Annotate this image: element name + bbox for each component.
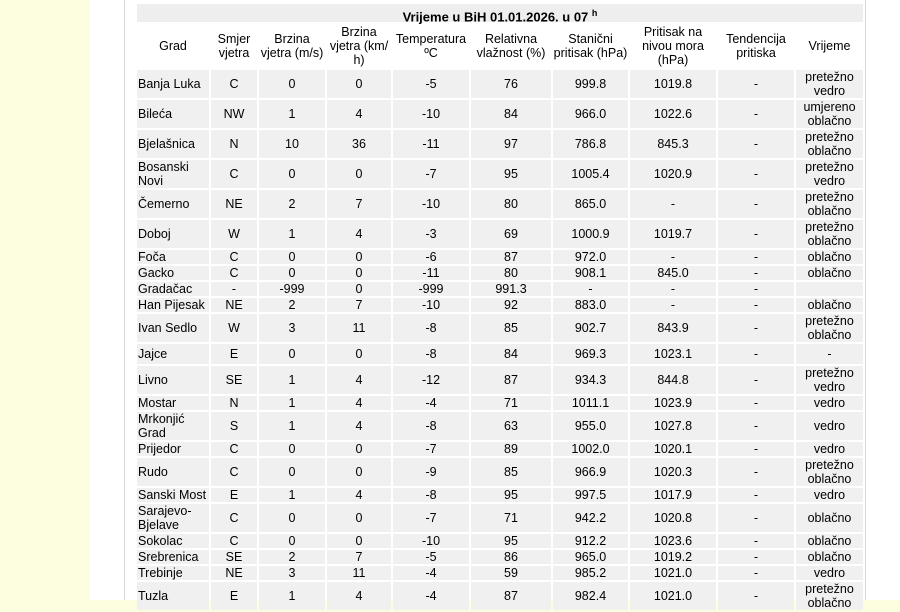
- wind-speed-ms-cell: 2: [259, 550, 325, 564]
- city-cell: Sokolac: [137, 534, 209, 548]
- weather-cell: -: [796, 344, 863, 364]
- city-cell: Sanski Most: [137, 488, 209, 502]
- wind-speed-kmh-cell: 0: [327, 70, 391, 98]
- wind-speed-ms-cell: 0: [259, 250, 325, 264]
- humidity-cell: 59: [471, 566, 551, 580]
- humidity-cell: 84: [471, 100, 551, 128]
- wind-speed-ms-cell: 1: [259, 100, 325, 128]
- table-row: [137, 366, 863, 394]
- humidity-cell: 86: [471, 550, 551, 564]
- humidity-cell: 95: [471, 488, 551, 502]
- wind-speed-kmh-cell: 4: [327, 582, 391, 610]
- wind-speed-kmh-cell: 0: [327, 266, 391, 280]
- wind-speed-kmh-cell: 0: [327, 160, 391, 188]
- humidity-cell: 76: [471, 70, 551, 98]
- weather-cell: pretežno oblačno: [796, 582, 863, 610]
- table-body: [137, 70, 863, 610]
- wind-speed-kmh-cell: 0: [327, 442, 391, 456]
- wind-direction-cell: N: [211, 130, 257, 158]
- weather-cell: vedro: [796, 396, 863, 410]
- wind-speed-ms-cell: 0: [259, 266, 325, 280]
- station-pressure-cell: 982.4: [553, 582, 628, 610]
- humidity-cell: 991.3: [471, 282, 551, 296]
- col-header-vlaznost: Relativna vlažnost (%): [471, 24, 551, 68]
- pressure-tendency-cell: -: [718, 282, 794, 296]
- wind-direction-cell: C: [211, 534, 257, 548]
- humidity-cell: 63: [471, 412, 551, 440]
- city-cell: Jajce: [137, 344, 209, 364]
- col-header-tendencija: Tendencija pritiska: [718, 24, 794, 68]
- table-title-sup: h: [591, 8, 598, 18]
- wind-speed-kmh-cell: 7: [327, 190, 391, 218]
- pressure-tendency-cell: -: [718, 130, 794, 158]
- wind-speed-kmh-cell: 0: [327, 504, 391, 532]
- wind-direction-cell: N: [211, 396, 257, 410]
- col-header-pritisak-more: Pritisak na nivou mora (hPa): [630, 24, 716, 68]
- temperature-cell: -10: [393, 190, 469, 218]
- table-row: [137, 534, 863, 548]
- wind-direction-cell: C: [211, 250, 257, 264]
- pressure-tendency-cell: -: [718, 298, 794, 312]
- wind-speed-kmh-cell: 4: [327, 366, 391, 394]
- wind-speed-kmh-cell: 4: [327, 488, 391, 502]
- station-pressure-cell: 972.0: [553, 250, 628, 264]
- city-cell: Banja Luka: [137, 70, 209, 98]
- wind-speed-kmh-cell: 7: [327, 298, 391, 312]
- pressure-tendency-cell: -: [718, 314, 794, 342]
- station-pressure-cell: 934.3: [553, 366, 628, 394]
- weather-cell: [796, 282, 863, 296]
- station-pressure-cell: 966.9: [553, 458, 628, 486]
- sea-level-pressure-cell: 843.9: [630, 314, 716, 342]
- table-row: [137, 566, 863, 580]
- station-pressure-cell: 865.0: [553, 190, 628, 218]
- wind-direction-cell: SE: [211, 550, 257, 564]
- humidity-cell: 87: [471, 582, 551, 610]
- table-row: [137, 70, 863, 98]
- weather-cell: pretežno oblačno: [796, 314, 863, 342]
- sea-level-pressure-cell: 1021.0: [630, 582, 716, 610]
- station-pressure-cell: 965.0: [553, 550, 628, 564]
- table-row: [137, 160, 863, 188]
- sea-level-pressure-cell: 1023.1: [630, 344, 716, 364]
- city-cell: Mostar: [137, 396, 209, 410]
- humidity-cell: 92: [471, 298, 551, 312]
- sea-level-pressure-cell: -: [630, 190, 716, 218]
- temperature-cell: -4: [393, 566, 469, 580]
- weather-cell: pretežno vedro: [796, 70, 863, 98]
- weather-cell: pretežno oblačno: [796, 458, 863, 486]
- sea-level-pressure-cell: 1019.7: [630, 220, 716, 248]
- col-header-brzina-kmh: Brzina vjetra (km/ h): [327, 24, 391, 68]
- humidity-cell: 85: [471, 458, 551, 486]
- weather-cell: oblačno: [796, 250, 863, 264]
- weather-cell: vedro: [796, 412, 863, 440]
- sea-level-pressure-cell: 1020.9: [630, 160, 716, 188]
- temperature-cell: -12: [393, 366, 469, 394]
- temperature-cell: -3: [393, 220, 469, 248]
- temperature-cell: -999: [393, 282, 469, 296]
- pressure-tendency-cell: -: [718, 412, 794, 440]
- sea-level-pressure-cell: 1019.8: [630, 70, 716, 98]
- wind-direction-cell: E: [211, 488, 257, 502]
- wind-speed-kmh-cell: 11: [327, 314, 391, 342]
- pressure-tendency-cell: -: [718, 566, 794, 580]
- wind-speed-ms-cell: 1: [259, 412, 325, 440]
- temperature-cell: -11: [393, 266, 469, 280]
- station-pressure-cell: 1011.1: [553, 396, 628, 410]
- humidity-cell: 95: [471, 160, 551, 188]
- station-pressure-cell: 966.0: [553, 100, 628, 128]
- wind-speed-kmh-cell: 0: [327, 250, 391, 264]
- wind-speed-ms-cell: 1: [259, 488, 325, 502]
- sea-level-pressure-cell: 1017.9: [630, 488, 716, 502]
- pressure-tendency-cell: -: [718, 458, 794, 486]
- table-title: [137, 4, 863, 25]
- sea-level-pressure-cell: 1020.3: [630, 458, 716, 486]
- weather-cell: pretežno vedro: [796, 366, 863, 394]
- station-pressure-cell: -: [553, 282, 628, 296]
- table-row: [137, 298, 863, 312]
- city-cell: Livno: [137, 366, 209, 394]
- weather-cell: oblačno: [796, 534, 863, 548]
- wind-speed-kmh-cell: 4: [327, 396, 391, 410]
- col-header-smjer: Smjer vjetra: [211, 24, 257, 68]
- weather-cell: vedro: [796, 442, 863, 456]
- wind-speed-ms-cell: 1: [259, 220, 325, 248]
- wind-speed-kmh-cell: 11: [327, 566, 391, 580]
- table-row: [137, 282, 863, 296]
- weather-cell: umjereno oblačno: [796, 100, 863, 128]
- temperature-cell: -7: [393, 504, 469, 532]
- weather-cell: pretežno oblačno: [796, 130, 863, 158]
- wind-direction-cell: S: [211, 412, 257, 440]
- station-pressure-cell: 1002.0: [553, 442, 628, 456]
- wind-speed-ms-cell: 3: [259, 314, 325, 342]
- station-pressure-cell: 1000.9: [553, 220, 628, 248]
- wind-direction-cell: C: [211, 266, 257, 280]
- station-pressure-cell: 985.2: [553, 566, 628, 580]
- pressure-tendency-cell: -: [718, 504, 794, 532]
- wind-direction-cell: C: [211, 504, 257, 532]
- humidity-cell: 97: [471, 130, 551, 158]
- wind-direction-cell: NE: [211, 298, 257, 312]
- city-cell: Bileća: [137, 100, 209, 128]
- wind-speed-ms-cell: 1: [259, 366, 325, 394]
- temperature-cell: -10: [393, 298, 469, 312]
- pressure-tendency-cell: -: [718, 250, 794, 264]
- pressure-tendency-cell: -: [718, 550, 794, 564]
- wind-speed-ms-cell: 0: [259, 442, 325, 456]
- temperature-cell: -11: [393, 130, 469, 158]
- wind-direction-cell: C: [211, 70, 257, 98]
- wind-speed-kmh-cell: 0: [327, 344, 391, 364]
- temperature-cell: -4: [393, 396, 469, 410]
- city-cell: Bjelašnica: [137, 130, 209, 158]
- pressure-tendency-cell: -: [718, 396, 794, 410]
- table-row: [137, 130, 863, 158]
- header-row: [137, 24, 863, 68]
- wind-direction-cell: NE: [211, 190, 257, 218]
- humidity-cell: 89: [471, 442, 551, 456]
- temperature-cell: -5: [393, 550, 469, 564]
- wind-speed-ms-cell: 1: [259, 396, 325, 410]
- temperature-cell: -5: [393, 70, 469, 98]
- wind-speed-kmh-cell: 0: [327, 458, 391, 486]
- weather-cell: oblačno: [796, 298, 863, 312]
- humidity-cell: 87: [471, 250, 551, 264]
- humidity-cell: 84: [471, 344, 551, 364]
- wind-direction-cell: W: [211, 220, 257, 248]
- temperature-cell: -8: [393, 488, 469, 502]
- col-header-grad: Grad: [137, 24, 209, 68]
- sea-level-pressure-cell: 1021.0: [630, 566, 716, 580]
- pressure-tendency-cell: -: [718, 266, 794, 280]
- wind-speed-ms-cell: 0: [259, 458, 325, 486]
- wind-speed-ms-cell: -999: [259, 282, 325, 296]
- humidity-cell: 87: [471, 366, 551, 394]
- pressure-tendency-cell: -: [718, 190, 794, 218]
- weather-cell: oblačno: [796, 550, 863, 564]
- table-row: [137, 458, 863, 486]
- humidity-cell: 80: [471, 190, 551, 218]
- station-pressure-cell: 912.2: [553, 534, 628, 548]
- temperature-cell: -8: [393, 344, 469, 364]
- wind-speed-kmh-cell: 4: [327, 100, 391, 128]
- station-pressure-cell: 997.5: [553, 488, 628, 502]
- temperature-cell: -8: [393, 412, 469, 440]
- table-row: [137, 412, 863, 440]
- wind-speed-ms-cell: 0: [259, 344, 325, 364]
- temperature-cell: -9: [393, 458, 469, 486]
- table-row: [137, 266, 863, 280]
- humidity-cell: 95: [471, 534, 551, 548]
- city-cell: Gacko: [137, 266, 209, 280]
- pressure-tendency-cell: -: [718, 366, 794, 394]
- table-row: [137, 100, 863, 128]
- station-pressure-cell: 902.7: [553, 314, 628, 342]
- wind-direction-cell: W: [211, 314, 257, 342]
- col-header-vrijeme: Vrijeme: [796, 24, 863, 68]
- wind-direction-cell: E: [211, 582, 257, 610]
- temperature-cell: -8: [393, 314, 469, 342]
- wind-direction-cell: -: [211, 282, 257, 296]
- city-cell: Han Pijesak: [137, 298, 209, 312]
- city-cell: Srebrenica: [137, 550, 209, 564]
- city-cell: Foča: [137, 250, 209, 264]
- wind-speed-kmh-cell: 0: [327, 534, 391, 548]
- sea-level-pressure-cell: 1023.6: [630, 534, 716, 548]
- weather-cell: vedro: [796, 566, 863, 580]
- station-pressure-cell: 999.8: [553, 70, 628, 98]
- city-cell: Ivan Sedlo: [137, 314, 209, 342]
- pressure-tendency-cell: -: [718, 442, 794, 456]
- city-cell: Trebinje: [137, 566, 209, 580]
- table-row: [137, 344, 863, 364]
- wind-speed-ms-cell: 10: [259, 130, 325, 158]
- humidity-cell: 80: [471, 266, 551, 280]
- city-cell: Prijedor: [137, 442, 209, 456]
- wind-direction-cell: NW: [211, 100, 257, 128]
- pressure-tendency-cell: -: [718, 100, 794, 128]
- sea-level-pressure-cell: 845.0: [630, 266, 716, 280]
- wind-speed-ms-cell: 0: [259, 160, 325, 188]
- city-cell: Čemerno: [137, 190, 209, 218]
- city-cell: Rudo: [137, 458, 209, 486]
- wind-speed-kmh-cell: 4: [327, 412, 391, 440]
- pressure-tendency-cell: -: [718, 344, 794, 364]
- wind-speed-ms-cell: 2: [259, 190, 325, 218]
- station-pressure-cell: 786.8: [553, 130, 628, 158]
- wind-speed-ms-cell: 0: [259, 504, 325, 532]
- wind-speed-ms-cell: 1: [259, 582, 325, 610]
- sea-level-pressure-cell: 1027.8: [630, 412, 716, 440]
- pressure-tendency-cell: -: [718, 534, 794, 548]
- wind-direction-cell: E: [211, 344, 257, 364]
- wind-speed-kmh-cell: 36: [327, 130, 391, 158]
- temperature-cell: -7: [393, 160, 469, 188]
- city-cell: Bosanski Novi: [137, 160, 209, 188]
- pressure-tendency-cell: -: [718, 160, 794, 188]
- temperature-cell: -10: [393, 100, 469, 128]
- station-pressure-cell: 883.0: [553, 298, 628, 312]
- city-cell: Doboj: [137, 220, 209, 248]
- weather-cell: oblačno: [796, 266, 863, 280]
- table-row: [137, 550, 863, 564]
- wind-speed-kmh-cell: 0: [327, 282, 391, 296]
- sea-level-pressure-cell: 1022.6: [630, 100, 716, 128]
- humidity-cell: 85: [471, 314, 551, 342]
- pressure-tendency-cell: -: [718, 582, 794, 610]
- table-row: [137, 220, 863, 248]
- sea-level-pressure-cell: 1023.9: [630, 396, 716, 410]
- weather-cell: pretežno oblačno: [796, 190, 863, 218]
- table-row: [137, 190, 863, 218]
- weather-cell: pretežno vedro: [796, 160, 863, 188]
- col-header-temperatura: Temperatura ºC: [393, 24, 469, 68]
- wind-direction-cell: SE: [211, 366, 257, 394]
- table-row: [137, 396, 863, 410]
- station-pressure-cell: 969.3: [553, 344, 628, 364]
- station-pressure-cell: 1005.4: [553, 160, 628, 188]
- weather-cell: pretežno oblačno: [796, 220, 863, 248]
- table-row: [137, 250, 863, 264]
- station-pressure-cell: 942.2: [553, 504, 628, 532]
- table-row: [137, 442, 863, 456]
- wind-direction-cell: C: [211, 458, 257, 486]
- sea-level-pressure-cell: 845.3: [630, 130, 716, 158]
- wind-speed-kmh-cell: 7: [327, 550, 391, 564]
- station-pressure-cell: 908.1: [553, 266, 628, 280]
- table-title-text: Vrijeme u BiH 01.01.2026. u 07: [402, 9, 589, 25]
- pressure-tendency-cell: -: [718, 220, 794, 248]
- wind-direction-cell: NE: [211, 566, 257, 580]
- sea-level-pressure-cell: -: [630, 250, 716, 264]
- sea-level-pressure-cell: 1019.2: [630, 550, 716, 564]
- table-row: [137, 314, 863, 342]
- humidity-cell: 71: [471, 396, 551, 410]
- col-header-stanicni-pritisak: Stanični pritisak (hPa): [553, 24, 628, 68]
- weather-table: [135, 4, 865, 612]
- humidity-cell: 69: [471, 220, 551, 248]
- city-cell: Mrkonjić Grad: [137, 412, 209, 440]
- wind-speed-ms-cell: 0: [259, 70, 325, 98]
- wind-direction-cell: C: [211, 442, 257, 456]
- city-cell: Gradačac: [137, 282, 209, 296]
- sea-level-pressure-cell: 1020.8: [630, 504, 716, 532]
- sea-level-pressure-cell: 844.8: [630, 366, 716, 394]
- wind-direction-cell: C: [211, 160, 257, 188]
- temperature-cell: -7: [393, 442, 469, 456]
- col-header-brzina-ms: Brzina vjetra (m/s): [259, 24, 325, 68]
- sea-level-pressure-cell: -: [630, 282, 716, 296]
- temperature-cell: -6: [393, 250, 469, 264]
- wind-speed-ms-cell: 3: [259, 566, 325, 580]
- table-row: [137, 504, 863, 532]
- pressure-tendency-cell: -: [718, 70, 794, 98]
- weather-cell: vedro: [796, 488, 863, 502]
- weather-cell: oblačno: [796, 504, 863, 532]
- city-cell: Sarajevo-Bjelave: [137, 504, 209, 532]
- humidity-cell: 71: [471, 504, 551, 532]
- wind-speed-kmh-cell: 4: [327, 220, 391, 248]
- city-cell: Tuzla: [137, 582, 209, 610]
- temperature-cell: -10: [393, 534, 469, 548]
- pressure-tendency-cell: -: [718, 488, 794, 502]
- sea-level-pressure-cell: -: [630, 298, 716, 312]
- wind-speed-ms-cell: 0: [259, 534, 325, 548]
- temperature-cell: -4: [393, 582, 469, 610]
- wind-speed-ms-cell: 2: [259, 298, 325, 312]
- table-row: [137, 582, 863, 610]
- sea-level-pressure-cell: 1020.1: [630, 442, 716, 456]
- station-pressure-cell: 955.0: [553, 412, 628, 440]
- table-row: [137, 488, 863, 502]
